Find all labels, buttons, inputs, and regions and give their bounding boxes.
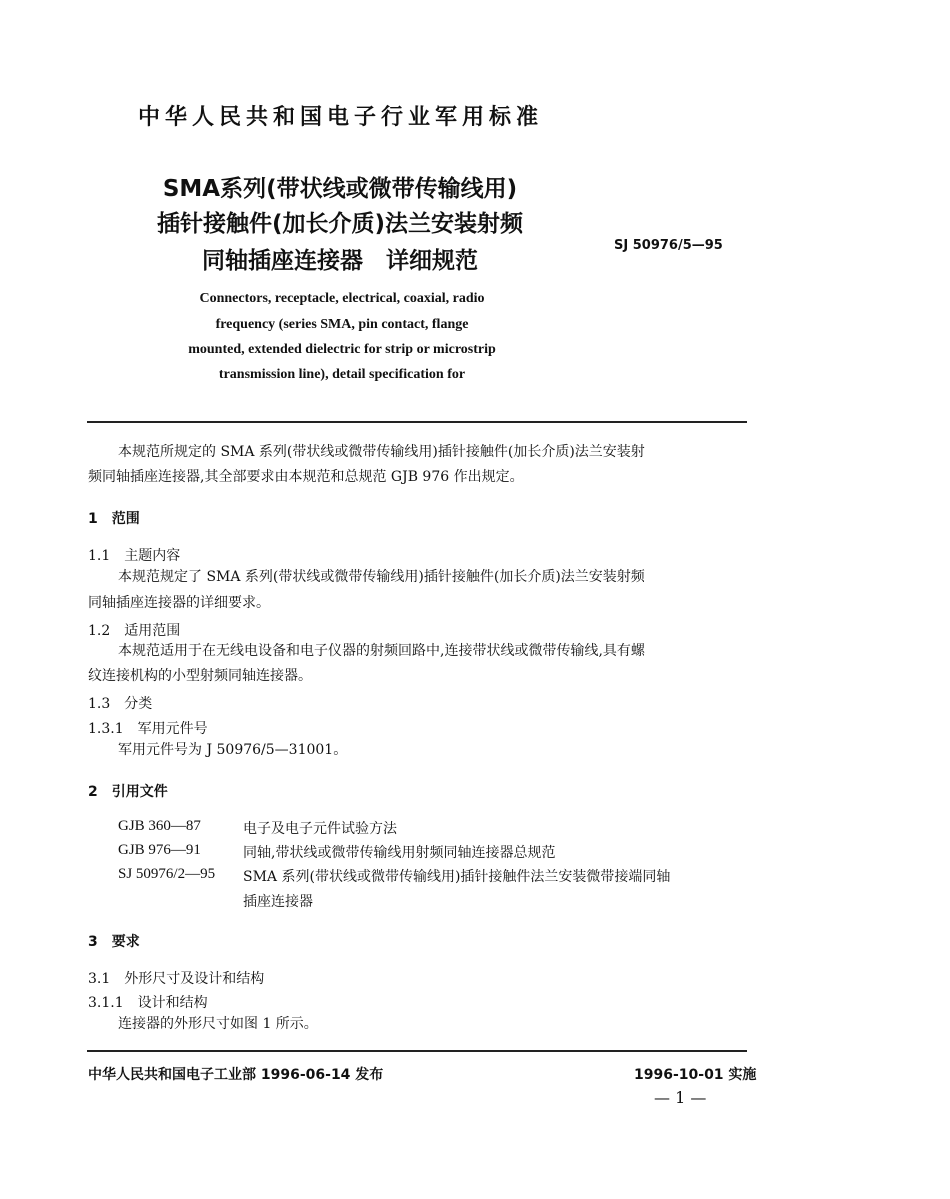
intro-line-1: 本规范所规定的 SMA 系列(带状线或微带传输线用)插针接触件(加长介质)法兰安装射 [118,444,645,460]
page-number: — 1 — [654,1088,707,1107]
doc-title-line-1: SMA系列(带状线或微带传输线用) [162,176,518,202]
section-1-1-line-1: 本规范规定了 SMA 系列(带状线或微带传输线用)插针接触件(加长介质)法兰安装射频 [118,569,645,585]
section-3-1-1-line-1: 连接器的外形尺寸如图 1 所示。 [118,1016,318,1032]
section-3-1-1-heading: 3.1.1 设计和结构 [88,995,208,1011]
doc-title-line-2: 插针接触件(加长介质)法兰安装射频 [156,211,524,237]
issuer-line: 中华人民共和国电子工业部 1996-06-14 发布 [88,1067,384,1083]
header-divider [87,421,747,423]
ref-text-2: 同轴,带状线或微带传输线用射频同轴连接器总规范 [243,845,556,861]
section-1-2-line-2: 纹连接机构的小型射频同轴连接器。 [88,668,312,684]
section-1-1-heading: 1.1 主题内容 [88,548,181,564]
standard-header: 中华人民共和国电子行业军用标准 [138,105,544,130]
ref-text-3: SMA 系列(带状线或微带传输线用)插针接触件法兰安装微带接端同轴 [243,869,671,885]
english-title-line-3: mounted, extended dielectric for strip or microstrip [188,342,496,357]
english-title-line-1: Connectors, receptacle, electrical, coaxial, radio [199,291,485,306]
section-1-1-line-2: 同轴插座连接器的详细要求。 [88,595,270,611]
section-1-2-heading: 1.2 适用范围 [88,623,181,639]
section-1-3-1-line-1: 军用元件号为 J 50976/5—31001。 [118,742,348,758]
ref-code-2: GJB 976—91 [118,842,201,858]
ref-text-1: 电子及电子元件试验方法 [243,821,397,837]
effective-date: 1996-10-01 实施 [634,1067,757,1083]
section-3-heading: 3 要求 [88,934,140,950]
doc-title-line-3: 同轴插座连接器 详细规范 [202,248,478,274]
section-3-1-heading: 3.1 外形尺寸及设计和结构 [88,971,265,987]
ref-text-3-cont: 插座连接器 [243,894,313,910]
ref-code-3: SJ 50976/2—95 [118,866,216,882]
section-1-heading: 1 范围 [88,511,140,527]
intro-line-2: 频同轴插座连接器,其全部要求由本规范和总规范 GJB 976 作出规定。 [88,469,524,485]
ref-code-1: GJB 360—87 [118,818,201,834]
standard-code: SJ 50976/5—95 [614,238,723,253]
section-2-heading: 2 引用文件 [88,784,168,800]
section-1-2-line-1: 本规范适用于在无线电设备和电子仪器的射频回路中,连接带状线或微带传输线,具有螺 [118,643,645,659]
section-1-3-heading: 1.3 分类 [88,696,153,712]
section-1-3-1-heading: 1.3.1 军用元件号 [88,721,208,737]
english-title-line-2: frequency (series SMA, pin contact, flange [215,317,469,332]
english-title-line-4: transmission line), detail specification for [218,367,466,382]
footer-divider [87,1050,747,1052]
